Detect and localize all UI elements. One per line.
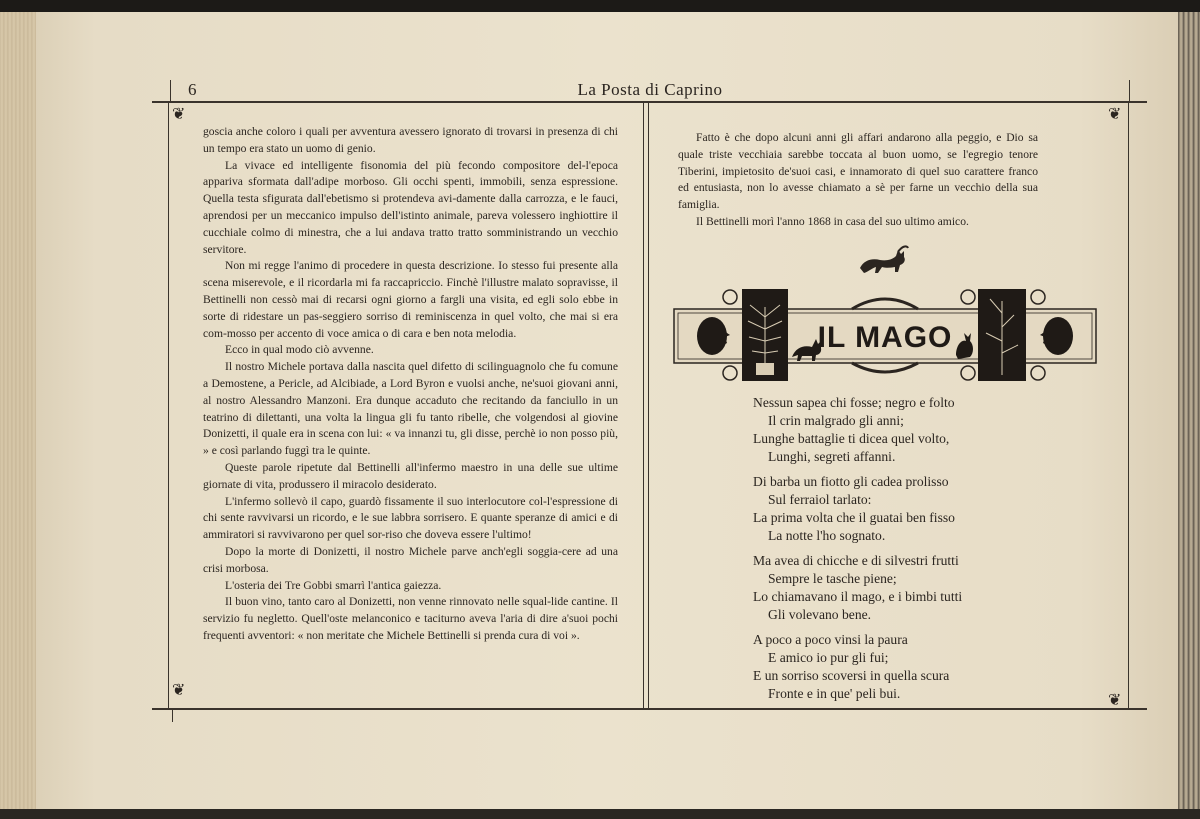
running-title: La Posta di Caprino: [577, 80, 723, 99]
top-rule: [152, 101, 1147, 103]
paragraph: goscia anche coloro i quali per avventura avessero ignorato di trovarsi in presenza di chi un tempo era stato un uomo di genio.: [203, 125, 618, 155]
corner-ornament-icon: ❦: [1108, 106, 1122, 123]
bottom-tick: [172, 708, 173, 722]
poem-line: Ma avea di chicche e di silvestri frutti: [753, 553, 959, 568]
paragraph: La vivace ed intelligente fisonomia del più fecondo compositore del-l'epoca appariva sformata dall'adipe morboso. Gli occhi spenti, immobili, senza espressione. Quella testa sfigurata dall'ebetismo si protendeva avi-damente dalla carrozza, e le fauci, aprendosi per un meccanico impulso dell'istinto animale, pareva volessero inghiottire il cucchiale colmo di minestra, che a lui andava tratto tratto somministrando un vecchio servitore.: [203, 158, 618, 256]
header-tick: [1129, 80, 1130, 102]
poem-line: Lo chiamavano il mago, e i bimbi tutti: [753, 589, 963, 604]
frame-right-line: [1128, 103, 1129, 708]
poem-line: Lunghe battaglie ti dicea quel volto,: [753, 431, 950, 446]
poem-line: A poco a poco vinsi la paura: [753, 632, 908, 647]
poem-line: Nessun sapea chi fosse; negro e folto: [753, 395, 955, 410]
corner-ornament-icon: ❦: [172, 682, 186, 699]
paragraph: L'infermo sollevò il capo, guardò fissamente il suo interlocutore col-l'espressione di chi sente ravvivarsi un ricordo, e le sue labbra sorrisero. E quante speranze di amici e di ammiratori si ravvivarono per quel sor-riso che doveva essere l'ultimo!: [203, 494, 618, 542]
right-column-text: [678, 130, 1038, 231]
paragraph: Non mi regge l'animo di procedere in questa descrizione. Io stesso fui presente alla scena miserevole, e il ricordarla mi fa raccapriccio. Finchè l'illustre malato sopravisse, il Bettinelli non cessò mai di recarsi ogni giorno a fargli una visita, ed egli solo ebbe in sorte di ridestare un pas-seggiero sorriso di reminiscenza in quel volto, che mai si era com-mosso per accento di voce amica o di cara e ben nota melodia.: [203, 259, 618, 340]
poem-line: Fronte e in que' peli bui.: [768, 686, 901, 701]
poem-stanza: [753, 473, 1053, 545]
column-divider: [643, 103, 649, 708]
paragraph: Il nostro Michele portava dalla nascita quel difetto di scilinguagnolo che fu comune a Demostene, a Pericle, ad Alcibiade, a Lord Byron e vuolsi anche, ne'suoi giovani anni, al nostro Alessandro Manzoni. Era dunque accaduto che recitando da fanciullo in un teatrino di dilettanti, una volta la lingua gli fu tanto ribelle, che volgendosi al giovine Donizetti, il quale era in scena con lui: « va innanzi tu, gli disse, perchè io non posso più, » e così parlando fuggì tra le quinte.: [203, 360, 618, 458]
bottom-edge: [0, 809, 1200, 819]
corner-ornament-icon: ❦: [1108, 692, 1122, 709]
poem-line: Lunghi, segreti affanni.: [768, 449, 896, 464]
paragraph: Ecco in qual modo ciò avvenne.: [225, 343, 374, 357]
poem-line: Gli volevano bene.: [768, 607, 872, 622]
poem-line: Sempre le tasche piene;: [768, 571, 897, 586]
paragraph: Fatto è che dopo alcuni anni gli affari andarono alla peggio, e Dio sa quale triste vecchiaia sarebbe toccata al buon uomo, se l'egregio tenore Tiberini, impietosito de'suoi casi, e innamorato di quel suo carattere franco ed entusiasta, non lo avesse chiamato a sè per farne un vecchio della sua famiglia.: [678, 131, 1038, 212]
paragraph: Il buon vino, tanto caro al Donizetti, non venne rinnovato nelle squal-lide cantine. Il servizio fu negletto. Quell'oste melanconico e taciturno aveva l'aria di dire a'suoi pochi frequenti avventori: « non meritate che Michele Bettinelli si prenda cura di voi ».: [203, 595, 618, 642]
cat-silhouette-icon: [858, 242, 910, 276]
poem-stanza: [753, 631, 1053, 703]
banner-title: IL MAGO: [817, 321, 953, 354]
poem-line: Di barba un fiotto gli cadea prolisso: [753, 474, 949, 489]
poem-line: E amico io pur gli fui;: [768, 650, 889, 665]
poem-stanza: [753, 552, 1053, 624]
paragraph: L'osteria dei Tre Gobbi smarrì l'antica gaiezza.: [225, 578, 442, 592]
corner-ornament-icon: ❦: [172, 106, 186, 123]
paragraph: Dopo la morte di Donizetti, il nostro Michele parve anch'egli soggia-cere ad una crisi morbosa.: [203, 544, 618, 575]
page-stack-left-edge: [0, 12, 36, 812]
poem: [753, 394, 1053, 710]
poem-line: E un sorriso scoversi in quella scura: [753, 668, 950, 683]
left-column-text: [203, 124, 618, 645]
poem-stanza: [753, 394, 1053, 466]
poem-line: Il crin malgrado gli anni;: [768, 413, 904, 428]
poem-line: La notte l'ho sognato.: [768, 528, 886, 543]
page-number: 6: [188, 80, 197, 99]
page-stack-right-edge: [1178, 12, 1200, 812]
poem-line: La prima volta che il guatai ben fisso: [753, 510, 955, 525]
paragraph: Queste parole ripetute dal Bettinelli all'infermo maestro in una delle sue ultime giornate di vita, produssero il miracolo desiderato.: [203, 460, 618, 491]
poem-line: Sul ferraiol tarlato:: [768, 492, 872, 507]
frame-left-line: [168, 103, 169, 708]
il-mago-banner: [672, 287, 1098, 383]
page-header: [170, 80, 1130, 102]
paragraph: Il Bettinelli morì l'anno 1868 in casa del suo ultimo amico.: [696, 214, 969, 228]
